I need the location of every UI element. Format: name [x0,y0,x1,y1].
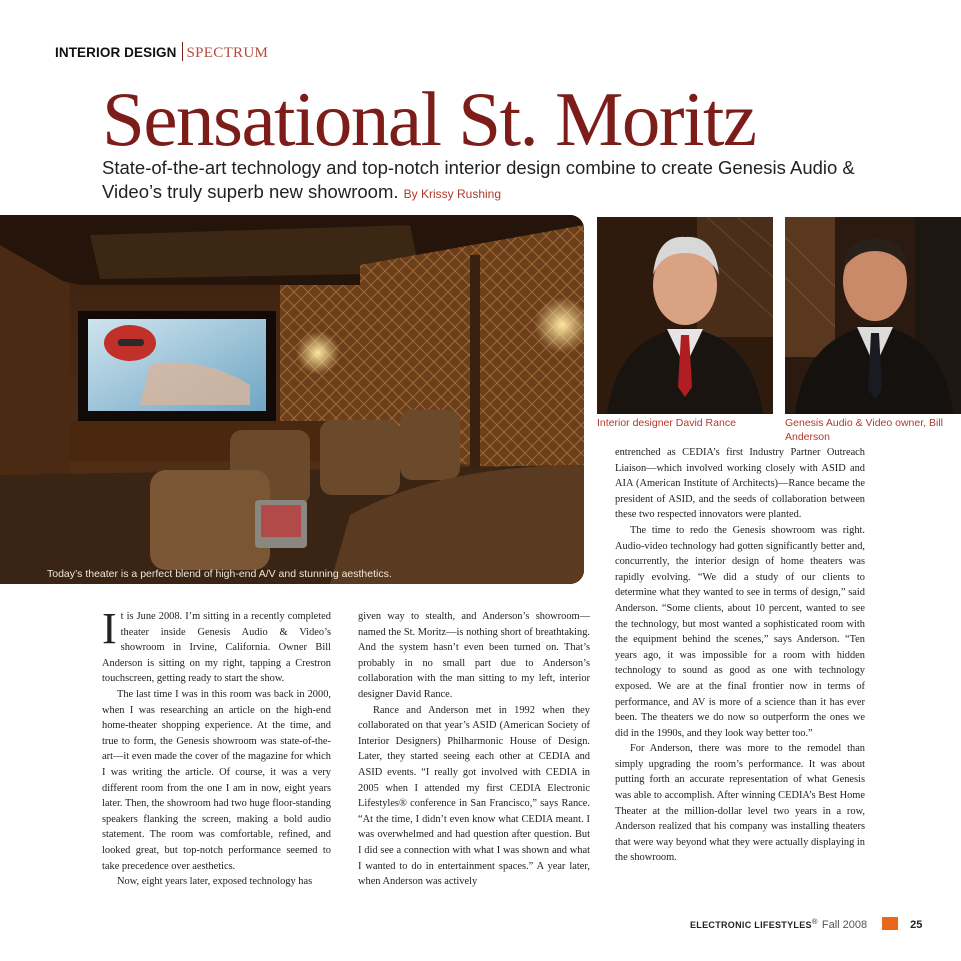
section-header [55,42,268,62]
page-footer [690,917,922,931]
portrait-illustration [597,217,773,414]
subsection-label: SPECTRUM [186,45,269,61]
paragraph-text: t is June 2008. I’m sitting in a recently completed theater inside Genesis Audio & Video’s showroom in Irvine, California. Owner Bill Anderson is sitting on my right, tapping a Crestron touchscreen, getting ready to start the show. [102,611,331,685]
section-label: INTERIOR DESIGN [55,45,177,60]
page-number: 25 [910,919,923,931]
body-column-2 [358,609,590,890]
paragraph: The time to redo the Genesis showroom was right. Audio-video technology had gotten significantly better and, concurrently, the interior design of home theaters was rapidly evolving. “We did a study of our clients to determine what they wanted to see in terms of design,” said Anderson. “Some clients, about 10 percent, wanted to see the technology, but most wanted a sophisticated room with the equipment behind the scenes,” says Anderson. “Ten years ago, it was impossible for a room with hidden technology to sound as good as one with technology exposed. We are at the final frontier now in terms of performance, and AV is more of a science than it has ever been. The theaters we do now so outperform the ones we did in the 1990s, and they look way better too.” [615,524,865,739]
paragraph: given way to stealth, and Anderson’s showroom—named the St. Moritz—is nothing short of breathtaking. And the system hasn’t even been turned on. That’s probably in no small part due to Anderson’s collaboration with the man sitting to my left, interior designer David Rance. [358,611,590,700]
paragraph: entrenched as CEDIA’s first Industry Partner Outreach Liaison—which involved working closely with ASID and AIA (American Institute of Architects)—Rance became the president of ASID, and the seeds of collaboration between these two respected innovators were planted. [615,447,865,521]
portrait2-caption: Genesis Audio & Video owner, Bill Anderson [785,417,943,443]
paragraph: For Anderson, there was more to the remodel than simply upgrading the room’s performance. It was about putting forth an accurate representation of what Genesis was able to accomplish. After winning CEDIA’s Best Home Theater at the million-dollar level two years in a row, Anderson realized that his company was installing theaters that were way beyond what they were actually displaying in the showroom. [615,743,865,864]
hero-caption: Today’s theater is a perfect blend of high-end A/V and stunning aesthetics. [47,568,392,580]
drop-cap: I [102,604,117,653]
header-divider [182,42,183,61]
theater-illustration [0,215,584,584]
portrait-illustration [785,217,961,414]
byline: By Krissy Rushing [403,187,502,201]
hero-photo [0,215,584,584]
paragraph [102,604,331,687]
body-column-1 [102,604,331,890]
deck-text: State-of-the-art technology and top-notch interior design combine to create Genesis Audio & Video’s truly superb new showroom. [102,157,855,202]
registered-mark: ® [811,917,818,926]
portrait-david-rance [597,217,773,414]
paragraph: The last time I was in this room was back in 2000, when I was researching an article on the high-end home-theater shopping experience. At the time, and true to form, the Genesis showroom was state-of-the-art—it even made the cover of the magazine for which I was writing the article. Of course, it was a very different room from the one I am in now, eight years later. Then, the showroom had two huge floor-standing speakers flanking the screen, making a bold audio statement. The room was comfortable, refined, and looked great, but top-notch performance seemed to take precedence over aesthetics. [102,688,331,872]
paragraph: Now, eight years later, exposed technology has [117,876,313,888]
body-column-3 [615,445,865,866]
article-deck [102,156,902,206]
magazine-name: ELECTRONIC LIFESTYLES [690,920,812,930]
logo-square-icon [882,917,898,930]
issue-label: Fall 2008 [821,919,868,931]
article-title: Sensational St. Moritz [102,76,756,162]
portrait-bill-anderson [785,217,961,414]
portrait1-caption: Interior designer David Rance [597,417,736,429]
paragraph: Rance and Anderson met in 1992 when they collaborated on that year’s ASID (American Society of Interior Designers) Philharmonic House of Design. Later, they started seeing each other at CEDIA and ASID events. “I really got involved with CEDIA in 2005 when I attended my first CEDIA Electronic Lifestyles® conference in San Francisco,” says Rance. “At the time, I didn’t even know what CEDIA meant. I was overwhelmed and had question after question. But I did see a connection with what I was shown and what I wanted to do in entertainment spaces.” A year later, when Anderson was actively [358,704,590,888]
